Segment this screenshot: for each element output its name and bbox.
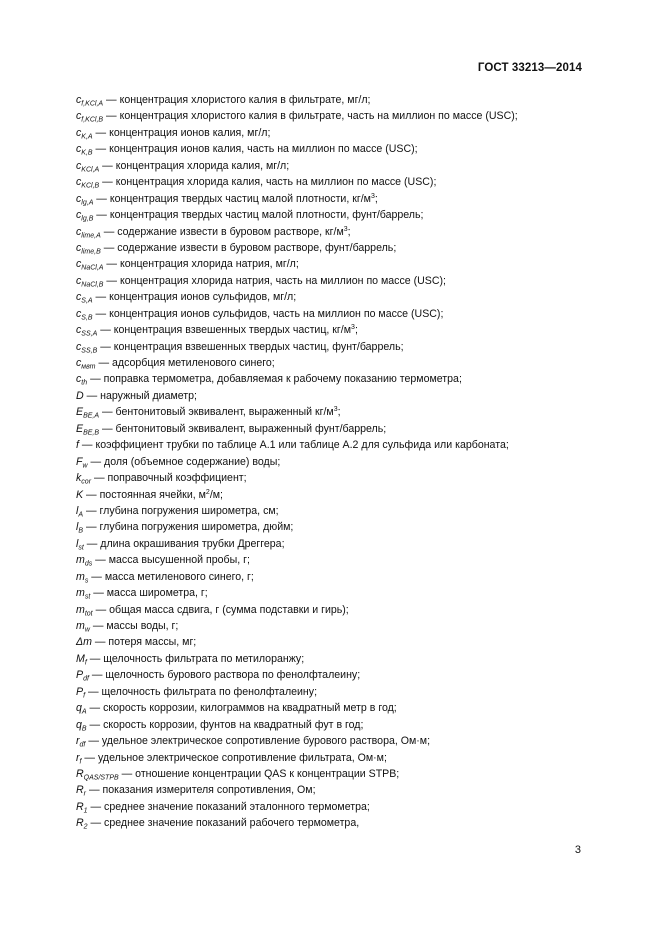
definition-text: концентрация твердых частиц малой плотности, кг/м bbox=[109, 192, 371, 205]
symbol-base: k bbox=[76, 472, 82, 485]
symbol-base: R bbox=[76, 800, 84, 813]
symbol-subscript: BE,A bbox=[83, 412, 100, 420]
definition-item bbox=[76, 339, 596, 355]
dash: — bbox=[103, 110, 120, 123]
symbol-subscript: SS,B bbox=[81, 347, 98, 355]
definition-text: концентрация хлорида натрия, часть на миллион по массе (USC); bbox=[119, 274, 446, 287]
definition-item bbox=[76, 174, 596, 190]
definition-item bbox=[76, 552, 596, 568]
definition-item bbox=[76, 306, 596, 322]
symbol-base: r bbox=[76, 751, 80, 764]
definitions-list bbox=[76, 92, 596, 832]
definition-item bbox=[76, 750, 596, 766]
dash: — bbox=[92, 126, 110, 139]
symbol-base: R bbox=[76, 817, 84, 830]
symbol-subscript: S,A bbox=[81, 297, 93, 305]
symbol-base: c bbox=[76, 110, 82, 123]
definition-item bbox=[76, 487, 596, 503]
definition-text: масса высушенной пробы, г; bbox=[108, 554, 250, 567]
symbol bbox=[76, 801, 88, 813]
symbol bbox=[76, 226, 101, 238]
symbol-base: c bbox=[76, 241, 82, 254]
symbol-subscript: QAS/STPB bbox=[83, 774, 119, 782]
definition-text: масса широметра, г; bbox=[106, 587, 208, 600]
symbol-subscript: BE,B bbox=[83, 429, 100, 437]
symbol-base: R bbox=[76, 784, 84, 797]
symbol-base: c bbox=[76, 357, 82, 369]
definition-text: наружный диаметр; bbox=[100, 389, 197, 402]
dash: — bbox=[91, 636, 109, 649]
definition-item bbox=[76, 224, 596, 240]
symbol-subscript: s bbox=[84, 577, 89, 585]
definition-item bbox=[76, 371, 596, 387]
symbol-subscript: st bbox=[78, 544, 84, 552]
definition-item bbox=[76, 207, 596, 223]
definition-item bbox=[76, 240, 596, 256]
definition-item bbox=[76, 602, 596, 618]
definition-item bbox=[76, 536, 596, 552]
dash: — bbox=[99, 159, 116, 172]
symbol bbox=[76, 373, 87, 385]
definition-item bbox=[76, 273, 596, 289]
symbol-base: R bbox=[76, 767, 84, 780]
symbol bbox=[76, 160, 99, 172]
dash: — bbox=[86, 652, 104, 665]
symbol-base: c bbox=[76, 225, 82, 238]
symbol-base: m bbox=[76, 587, 85, 600]
dash: — bbox=[103, 274, 120, 287]
symbol bbox=[76, 686, 85, 698]
symbol bbox=[76, 538, 84, 550]
dash: — bbox=[92, 307, 110, 320]
definition-text: концентрация взвешенных твердых частиц, кг/м bbox=[113, 324, 352, 337]
definition-text: постоянная ячейки, м bbox=[99, 488, 206, 501]
symbol-base: q bbox=[76, 702, 82, 715]
symbol bbox=[76, 341, 97, 353]
dash: — bbox=[86, 718, 104, 731]
definition-text: концентрация ионов калия, часть на миллион по массе (USC); bbox=[109, 143, 418, 156]
unit-superscript: 3 bbox=[333, 406, 338, 414]
symbol bbox=[76, 817, 88, 829]
definition-text: поправочный коэффициент; bbox=[107, 472, 247, 485]
dash: — bbox=[83, 389, 101, 402]
dash: — bbox=[87, 800, 105, 813]
symbol bbox=[76, 390, 84, 402]
dash: — bbox=[100, 225, 118, 238]
dash: — bbox=[90, 587, 107, 600]
dash: — bbox=[100, 241, 118, 254]
symbol bbox=[76, 604, 93, 616]
symbol-base: c bbox=[76, 126, 82, 139]
definition-item bbox=[76, 141, 596, 157]
symbol bbox=[76, 571, 88, 583]
definition-text: бентонитовый эквивалент, выраженный фунт/баррель; bbox=[115, 422, 387, 435]
symbol-subscript: f bbox=[83, 692, 86, 700]
symbol bbox=[76, 472, 91, 484]
dash: — bbox=[95, 357, 112, 369]
symbol-subscript: lime,B bbox=[81, 248, 101, 256]
symbol-subscript: lg,B bbox=[81, 215, 94, 223]
symbol-base: c bbox=[76, 192, 82, 205]
dash: — bbox=[86, 702, 104, 715]
document-id: ГОСТ 33213—2014 bbox=[477, 62, 582, 74]
symbol-subscript: f bbox=[84, 659, 87, 667]
definition-item bbox=[76, 634, 596, 650]
definition-text: содержание извести в буровом растворе, кг/м bbox=[117, 225, 344, 238]
symbol-subscript: df bbox=[79, 741, 86, 749]
symbol-base: c bbox=[76, 209, 82, 222]
definition-item bbox=[76, 815, 596, 831]
definition-item bbox=[76, 684, 596, 700]
definition-text: концентрация взвешенных твердых частиц, фунт/баррель; bbox=[113, 340, 404, 353]
definition-text: среднее значение показаний эталонного термометра; bbox=[104, 800, 370, 813]
symbol-base: M bbox=[76, 652, 85, 665]
dash: — bbox=[99, 422, 116, 435]
definition-text: отношение концентрации QAS к концентрации STPB; bbox=[135, 767, 400, 780]
definition-item bbox=[76, 700, 596, 716]
definition-text: содержание извести в буровом растворе, фунт/баррель; bbox=[117, 241, 397, 254]
symbol-base: c bbox=[76, 324, 82, 337]
symbol bbox=[76, 193, 93, 205]
unit-superscript: 2 bbox=[205, 488, 210, 496]
definition-item bbox=[76, 717, 596, 733]
definition-item bbox=[76, 519, 596, 535]
definition-text: концентрация ионов сульфидов, мг/л; bbox=[109, 291, 297, 304]
definition-item bbox=[76, 503, 596, 519]
symbol bbox=[76, 324, 97, 336]
definition-tail: ; bbox=[337, 406, 341, 419]
definition-item bbox=[76, 108, 596, 124]
definition-item bbox=[76, 289, 596, 305]
symbol-base: c bbox=[76, 176, 82, 189]
symbol-subscript: A bbox=[81, 708, 87, 716]
definition-item bbox=[76, 766, 596, 782]
symbol bbox=[76, 620, 90, 632]
definition-text: щелочность бурового раствора по фенолфталеину; bbox=[105, 669, 361, 682]
definition-item bbox=[76, 437, 596, 453]
dash: — bbox=[87, 455, 105, 468]
symbol bbox=[76, 719, 87, 731]
symbol bbox=[76, 176, 99, 188]
definition-text: концентрация хлорида калия, часть на миллион по массе (USC); bbox=[115, 176, 437, 189]
unit-superscript: 3 bbox=[351, 324, 355, 332]
dash: — bbox=[93, 209, 110, 222]
symbol-subscript: NaCl,A bbox=[81, 264, 104, 272]
symbol-subscript: df bbox=[83, 675, 89, 683]
dash: — bbox=[83, 537, 101, 550]
definition-text: показания измерителя сопротивления, Ом; bbox=[102, 784, 316, 797]
symbol-base: c bbox=[76, 291, 82, 304]
symbol bbox=[76, 587, 90, 599]
definition-text: концентрация твердых частиц малой плотности, фунт/баррель; bbox=[109, 209, 424, 222]
definition-tail: ; bbox=[374, 192, 378, 205]
symbol bbox=[76, 505, 83, 517]
definition-item bbox=[76, 125, 596, 141]
symbol-subscript: ds bbox=[84, 560, 93, 568]
dash: — bbox=[97, 340, 114, 353]
symbol-base: E bbox=[76, 406, 84, 419]
symbol bbox=[76, 242, 101, 254]
symbol-subscript: th bbox=[81, 379, 88, 387]
dash: — bbox=[85, 735, 102, 748]
symbol bbox=[76, 456, 88, 468]
symbol bbox=[76, 143, 93, 155]
dash: — bbox=[92, 603, 110, 616]
symbol-base: D bbox=[76, 389, 84, 402]
symbol-subscript: B bbox=[81, 725, 87, 733]
symbol bbox=[76, 258, 103, 270]
definition-text: глубина погружения широметра, дюйм; bbox=[99, 521, 294, 534]
symbol-subscript: NaCl,B bbox=[81, 281, 104, 289]
symbol-base: c bbox=[76, 373, 82, 386]
symbol-base: c bbox=[76, 340, 82, 353]
definition-text: щелочность фильтрата по метилоранжу; bbox=[103, 652, 305, 665]
definition-text: концентрация ионов калия, мг/л; bbox=[109, 126, 271, 139]
definition-item bbox=[76, 651, 596, 667]
definition-item bbox=[76, 454, 596, 470]
definition-text: длина окрашивания трубки Дреггера; bbox=[100, 537, 285, 550]
symbol-base: c bbox=[76, 159, 82, 172]
definition-text: массы воды, г; bbox=[106, 620, 179, 632]
dash: — bbox=[97, 324, 114, 337]
dash: — bbox=[92, 291, 110, 304]
symbol-subscript: K,A bbox=[81, 133, 93, 141]
symbol bbox=[76, 357, 96, 369]
dash: — bbox=[87, 373, 104, 386]
symbol bbox=[76, 554, 92, 566]
definition-text: скорость коррозии, фунтов на квадратный фут в год; bbox=[103, 718, 364, 731]
definition-text: концентрация хлорида натрия, мг/л; bbox=[119, 258, 299, 271]
symbol-subscript: мвт bbox=[81, 363, 96, 371]
symbol-subscript: 1 bbox=[83, 807, 88, 815]
definition-item bbox=[76, 569, 596, 585]
symbol-subscript: cor bbox=[81, 478, 92, 486]
symbol-base: Δm bbox=[76, 636, 92, 649]
symbol-subscript: A bbox=[78, 511, 84, 519]
dash: — bbox=[81, 751, 98, 764]
definition-text: потеря массы, мг; bbox=[108, 636, 197, 649]
symbol-base: q bbox=[76, 718, 82, 731]
symbol-subscript: 2 bbox=[83, 823, 88, 831]
symbol bbox=[76, 275, 103, 287]
symbol-base: F bbox=[76, 455, 83, 468]
page-number: 3 bbox=[574, 844, 581, 856]
definition-tail: ; bbox=[354, 324, 358, 337]
symbol-base: l bbox=[76, 504, 79, 517]
symbol-subscript: K,B bbox=[81, 149, 93, 157]
dash: — bbox=[88, 570, 105, 583]
definition-item bbox=[76, 421, 596, 437]
definition-item bbox=[76, 158, 596, 174]
symbol-base: m bbox=[76, 620, 85, 632]
definition-item bbox=[76, 585, 596, 601]
symbol-subscript: KCl,A bbox=[81, 166, 100, 174]
symbol bbox=[76, 127, 93, 139]
symbol-base: r bbox=[76, 735, 80, 748]
dash: — bbox=[103, 258, 120, 271]
definition-text: концентрация хлористого калия в фильтрате, мг/л; bbox=[119, 94, 371, 106]
dash: — bbox=[92, 554, 109, 567]
definition-text: общая масса сдвига, г (сумма подставки и гирь); bbox=[109, 603, 349, 616]
dash: — bbox=[99, 406, 116, 419]
definition-item bbox=[76, 782, 596, 798]
definition-item bbox=[76, 92, 596, 108]
dash: — bbox=[99, 176, 116, 189]
dash: — bbox=[83, 488, 100, 501]
symbol-base: m bbox=[76, 554, 85, 567]
dash: — bbox=[91, 472, 108, 485]
definition-item bbox=[76, 799, 596, 815]
symbol bbox=[76, 291, 93, 303]
definition-item bbox=[76, 322, 596, 338]
symbol bbox=[76, 653, 87, 665]
symbol bbox=[76, 735, 85, 747]
definition-text: поправка термометра, добавляемая к рабочему показанию термометра; bbox=[103, 373, 462, 386]
symbol-subscript: w bbox=[84, 626, 90, 634]
symbol-base: E bbox=[76, 422, 84, 435]
symbol-subscript: lime,A bbox=[81, 232, 101, 239]
definition-text: концентрация ионов сульфидов, часть на миллион по массе (USC); bbox=[109, 307, 444, 320]
dash: — bbox=[89, 620, 107, 632]
definition-tail: ; bbox=[347, 225, 351, 238]
symbol-subscript: f bbox=[79, 758, 82, 765]
symbol-subscript: KCl,B bbox=[81, 182, 100, 190]
symbol bbox=[76, 636, 92, 648]
definition-text: щелочность фильтрата по фенолфталеину; bbox=[101, 685, 318, 698]
definition-text: концентрация хлорида калия, мг/л; bbox=[115, 159, 290, 172]
symbol-base: c bbox=[76, 274, 82, 287]
symbol-subscript: B bbox=[78, 527, 84, 535]
definition-text: удельное электрическое сопротивление бурового раствора, Ом·м; bbox=[101, 735, 431, 748]
definition-text: доля (объемное содержание) воды; bbox=[104, 455, 281, 468]
dash: — bbox=[93, 192, 110, 205]
definition-item bbox=[76, 733, 596, 749]
symbol-subscript: st bbox=[84, 593, 91, 601]
symbol bbox=[76, 669, 89, 681]
definition-tail: /м; bbox=[209, 488, 223, 501]
symbol bbox=[76, 423, 99, 435]
definition-item bbox=[76, 355, 596, 371]
symbol bbox=[76, 521, 83, 533]
symbol bbox=[76, 209, 93, 221]
symbol bbox=[76, 94, 103, 106]
symbol-base: c bbox=[76, 94, 82, 106]
unit-superscript: 3 bbox=[343, 225, 348, 233]
symbol bbox=[76, 406, 99, 418]
definition-text: адсорбция метиленового синего; bbox=[112, 357, 275, 369]
definition-text: удельное электрическое сопротивление фильтрата, Ом·м; bbox=[97, 751, 387, 764]
definition-text: бентонитовый эквивалент, выраженный кг/м bbox=[115, 406, 334, 419]
dash: — bbox=[78, 439, 96, 452]
definition-item bbox=[76, 256, 596, 272]
symbol-base: l bbox=[76, 521, 79, 534]
unit-superscript: 3 bbox=[370, 192, 375, 200]
definition-text: коэффициент трубки по таблице А.1 или таблице А.2 для сульфида или карбоната; bbox=[95, 439, 509, 452]
symbol-base: m bbox=[76, 603, 85, 616]
symbol bbox=[76, 768, 119, 780]
symbol-base: c bbox=[76, 258, 82, 271]
symbol-base: m bbox=[76, 570, 85, 583]
definition-item bbox=[76, 404, 596, 420]
definition-item bbox=[76, 470, 596, 486]
dash: — bbox=[83, 504, 100, 517]
definition-item bbox=[76, 618, 596, 634]
dash: — bbox=[118, 767, 136, 780]
symbol-base: P bbox=[76, 685, 84, 698]
definition-text: масса метиленового синего, г; bbox=[104, 570, 254, 583]
definition-text: среднее значение показаний рабочего термометра, bbox=[104, 817, 360, 830]
symbol-base: P bbox=[76, 669, 84, 682]
definition-item bbox=[76, 667, 596, 683]
dash: — bbox=[86, 784, 103, 797]
symbol bbox=[76, 110, 103, 122]
symbol-base: c bbox=[76, 307, 82, 320]
definition-item bbox=[76, 388, 596, 404]
dash: — bbox=[83, 521, 100, 534]
symbol bbox=[76, 784, 86, 796]
symbol-subscript: lg,A bbox=[81, 199, 94, 207]
symbol-subscript: f,KCl,A bbox=[81, 100, 104, 108]
dash: — bbox=[85, 685, 102, 698]
dash: — bbox=[92, 143, 110, 156]
symbol-base: l bbox=[76, 537, 79, 550]
dash: — bbox=[103, 94, 120, 106]
dash: — bbox=[87, 817, 105, 830]
symbol-subscript: w bbox=[82, 462, 88, 470]
definition-item bbox=[76, 191, 596, 207]
symbol bbox=[76, 702, 87, 714]
symbol-subscript: r bbox=[83, 790, 86, 798]
symbol-subscript: tot bbox=[84, 610, 93, 618]
symbol-subscript: S,B bbox=[81, 314, 93, 322]
symbol bbox=[76, 308, 93, 320]
symbol-subscript: f,KCl,B bbox=[81, 116, 104, 124]
symbol-base: f bbox=[76, 439, 79, 452]
definition-text: глубина погружения широметра, см; bbox=[99, 504, 279, 517]
symbol-subscript: SS,A bbox=[81, 330, 98, 338]
definition-text: скорость коррозии, килограммов на квадратный метр в год; bbox=[103, 702, 397, 715]
symbol-base: c bbox=[76, 143, 82, 156]
definition-text: концентрация хлористого калия в фильтрате, часть на миллион по массе (USC); bbox=[119, 110, 518, 123]
dash: — bbox=[88, 669, 106, 682]
symbol-base: K bbox=[76, 488, 84, 501]
